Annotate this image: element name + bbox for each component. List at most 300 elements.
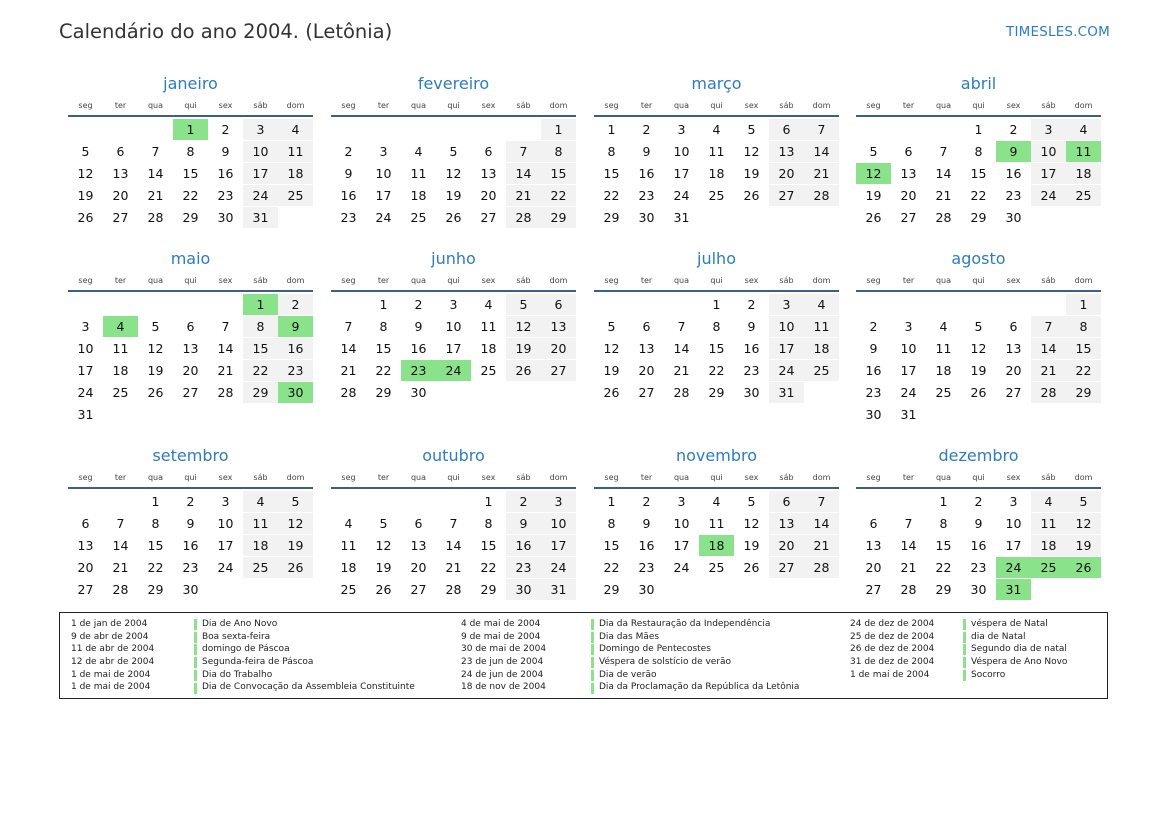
day-cell[interactable]: 4 [1066, 119, 1101, 140]
day-cell[interactable]: 5 [869, 144, 878, 159]
day-cell[interactable]: 4 [278, 119, 313, 140]
day-cell[interactable]: 9 [221, 144, 230, 159]
day-cell[interactable]: 6 [81, 516, 90, 531]
day-cell[interactable]: 17 [77, 363, 94, 378]
day-cell[interactable]: 9 [344, 166, 353, 181]
day-cell[interactable]: 21 [147, 188, 164, 203]
day-cell[interactable]: 4 [712, 122, 721, 137]
day-cell[interactable]: 30 [743, 385, 760, 400]
day-cell[interactable]: 9 [642, 144, 651, 159]
holiday-day[interactable]: 12 [856, 163, 891, 184]
day-cell[interactable]: 11 [708, 144, 725, 159]
day-cell[interactable]: 3 [677, 494, 686, 509]
day-cell[interactable]: 21 [900, 560, 917, 575]
day-cell[interactable]: 27 [865, 582, 882, 597]
day-cell[interactable]: 1 [974, 122, 983, 137]
day-cell[interactable]: 16 [1005, 166, 1022, 181]
day-cell[interactable]: 14 [935, 166, 952, 181]
day-cell[interactable]: 5 [506, 294, 541, 315]
day-cell[interactable]: 29 [970, 210, 987, 225]
day-cell[interactable]: 24 [217, 560, 234, 575]
day-cell[interactable]: 30 [638, 582, 655, 597]
day-cell[interactable]: 12 [147, 341, 164, 356]
day-cell[interactable]: 7 [804, 491, 839, 512]
day-cell[interactable]: 4 [243, 491, 278, 512]
day-cell[interactable]: 25 [1066, 185, 1101, 206]
day-cell[interactable]: 16 [865, 363, 882, 378]
day-cell[interactable]: 5 [1066, 491, 1101, 512]
day-cell[interactable]: 15 [603, 538, 620, 553]
day-cell[interactable]: 31 [541, 579, 576, 600]
day-cell[interactable]: 19 [743, 166, 760, 181]
day-cell[interactable]: 28 [804, 557, 839, 578]
day-cell[interactable]: 8 [186, 144, 195, 159]
day-cell[interactable]: 29 [1066, 382, 1101, 403]
day-cell[interactable]: 22 [935, 560, 952, 575]
holiday-day[interactable]: 26 [1066, 557, 1101, 578]
day-cell[interactable]: 25 [410, 210, 427, 225]
day-cell[interactable]: 28 [804, 185, 839, 206]
day-cell[interactable]: 7 [939, 144, 948, 159]
holiday-day[interactable]: 31 [996, 579, 1031, 600]
day-cell[interactable]: 8 [1066, 316, 1101, 337]
day-cell[interactable]: 10 [541, 513, 576, 534]
day-cell[interactable]: 14 [804, 513, 839, 534]
day-cell[interactable]: 8 [939, 516, 948, 531]
day-cell[interactable]: 24 [541, 557, 576, 578]
day-cell[interactable]: 29 [182, 210, 199, 225]
day-cell[interactable]: 15 [935, 538, 952, 553]
day-cell[interactable]: 21 [1031, 360, 1066, 381]
day-cell[interactable]: 29 [375, 385, 392, 400]
day-cell[interactable]: 3 [81, 319, 90, 334]
day-cell[interactable]: 19 [743, 538, 760, 553]
day-cell[interactable]: 29 [935, 582, 952, 597]
day-cell[interactable]: 2 [186, 494, 195, 509]
day-cell[interactable]: 26 [970, 385, 987, 400]
day-cell[interactable]: 23 [638, 560, 655, 575]
day-cell[interactable]: 18 [278, 163, 313, 184]
day-cell[interactable]: 2 [221, 122, 230, 137]
day-cell[interactable]: 14 [112, 538, 129, 553]
day-cell[interactable]: 22 [147, 560, 164, 575]
day-cell[interactable]: 14 [445, 538, 462, 553]
day-cell[interactable]: 31 [900, 407, 917, 422]
day-cell[interactable]: 20 [769, 535, 804, 556]
day-cell[interactable]: 16 [182, 538, 199, 553]
day-cell[interactable]: 12 [506, 316, 541, 337]
day-cell[interactable]: 17 [769, 338, 804, 359]
day-cell[interactable]: 15 [603, 166, 620, 181]
day-cell[interactable]: 17 [541, 535, 576, 556]
day-cell[interactable]: 21 [673, 363, 690, 378]
day-cell[interactable]: 13 [410, 538, 427, 553]
day-cell[interactable]: 15 [541, 163, 576, 184]
day-cell[interactable]: 8 [712, 319, 721, 334]
day-cell[interactable]: 14 [1031, 338, 1066, 359]
day-cell[interactable]: 25 [340, 582, 357, 597]
day-cell[interactable]: 6 [769, 119, 804, 140]
day-cell[interactable]: 16 [410, 341, 427, 356]
holiday-day[interactable]: 18 [699, 535, 734, 556]
day-cell[interactable]: 11 [112, 341, 129, 356]
day-cell[interactable]: 25 [278, 185, 313, 206]
day-cell[interactable]: 22 [603, 560, 620, 575]
day-cell[interactable]: 27 [77, 582, 94, 597]
day-cell[interactable]: 17 [1031, 163, 1066, 184]
day-cell[interactable]: 27 [480, 210, 497, 225]
day-cell[interactable]: 6 [116, 144, 125, 159]
day-cell[interactable]: 24 [77, 385, 94, 400]
day-cell[interactable]: 12 [743, 516, 760, 531]
day-cell[interactable]: 11 [340, 538, 357, 553]
day-cell[interactable]: 18 [243, 535, 278, 556]
day-cell[interactable]: 4 [1031, 491, 1066, 512]
day-cell[interactable]: 21 [804, 535, 839, 556]
day-cell[interactable]: 26 [743, 188, 760, 203]
day-cell[interactable]: 7 [506, 141, 541, 162]
day-cell[interactable]: 16 [638, 166, 655, 181]
day-cell[interactable]: 13 [900, 166, 917, 181]
day-cell[interactable]: 16 [638, 538, 655, 553]
day-cell[interactable]: 7 [804, 119, 839, 140]
day-cell[interactable]: 10 [375, 166, 392, 181]
day-cell[interactable]: 23 [217, 188, 234, 203]
day-cell[interactable]: 18 [112, 363, 129, 378]
day-cell[interactable]: 18 [1031, 535, 1066, 556]
day-cell[interactable]: 14 [340, 341, 357, 356]
day-cell[interactable]: 10 [1031, 141, 1066, 162]
day-cell[interactable]: 27 [541, 360, 576, 381]
day-cell[interactable]: 30 [865, 407, 882, 422]
day-cell[interactable]: 13 [769, 141, 804, 162]
day-cell[interactable]: 2 [747, 297, 756, 312]
day-cell[interactable]: 16 [506, 535, 541, 556]
day-cell[interactable]: 1 [484, 494, 493, 509]
day-cell[interactable]: 17 [243, 163, 278, 184]
day-cell[interactable]: 13 [638, 341, 655, 356]
day-cell[interactable]: 11 [480, 319, 497, 334]
day-cell[interactable]: 10 [769, 316, 804, 337]
day-cell[interactable]: 22 [708, 363, 725, 378]
day-cell[interactable]: 29 [541, 207, 576, 228]
holiday-day[interactable]: 24 [436, 360, 471, 381]
day-cell[interactable]: 27 [410, 582, 427, 597]
day-cell[interactable]: 23 [743, 363, 760, 378]
day-cell[interactable]: 16 [340, 188, 357, 203]
day-cell[interactable]: 18 [340, 560, 357, 575]
day-cell[interactable]: 25 [708, 188, 725, 203]
day-cell[interactable]: 8 [974, 144, 983, 159]
day-cell[interactable]: 8 [243, 316, 278, 337]
day-cell[interactable]: 8 [484, 516, 493, 531]
day-cell[interactable]: 23 [340, 210, 357, 225]
day-cell[interactable]: 11 [243, 513, 278, 534]
day-cell[interactable]: 23 [970, 560, 987, 575]
holiday-day[interactable]: 25 [1031, 557, 1066, 578]
day-cell[interactable]: 12 [77, 166, 94, 181]
day-cell[interactable]: 28 [673, 385, 690, 400]
day-cell[interactable]: 12 [1066, 513, 1101, 534]
holiday-day[interactable]: 1 [243, 294, 278, 315]
day-cell[interactable]: 18 [480, 341, 497, 356]
day-cell[interactable]: 24 [673, 560, 690, 575]
day-cell[interactable]: 21 [804, 163, 839, 184]
day-cell[interactable]: 29 [603, 582, 620, 597]
day-cell[interactable]: 28 [1031, 382, 1066, 403]
day-cell[interactable]: 1 [712, 297, 721, 312]
day-cell[interactable]: 25 [935, 385, 952, 400]
day-cell[interactable]: 13 [77, 538, 94, 553]
day-cell[interactable]: 13 [865, 538, 882, 553]
day-cell[interactable]: 18 [708, 166, 725, 181]
day-cell[interactable]: 30 [182, 582, 199, 597]
day-cell[interactable]: 19 [445, 188, 462, 203]
day-cell[interactable]: 23 [638, 188, 655, 203]
day-cell[interactable]: 3 [449, 297, 458, 312]
day-cell[interactable]: 16 [743, 341, 760, 356]
day-cell[interactable]: 5 [151, 319, 160, 334]
day-cell[interactable]: 19 [278, 535, 313, 556]
day-cell[interactable]: 7 [1031, 316, 1066, 337]
day-cell[interactable]: 7 [449, 516, 458, 531]
day-cell[interactable]: 11 [410, 166, 427, 181]
day-cell[interactable]: 10 [217, 516, 234, 531]
day-cell[interactable]: 2 [869, 319, 878, 334]
holiday-day[interactable]: 9 [278, 316, 313, 337]
day-cell[interactable]: 27 [638, 385, 655, 400]
day-cell[interactable]: 20 [77, 560, 94, 575]
day-cell[interactable]: 4 [804, 294, 839, 315]
day-cell[interactable]: 6 [186, 319, 195, 334]
day-cell[interactable]: 28 [112, 582, 129, 597]
day-cell[interactable]: 30 [1005, 210, 1022, 225]
day-cell[interactable]: 4 [414, 144, 423, 159]
day-cell[interactable]: 26 [278, 557, 313, 578]
day-cell[interactable]: 11 [1031, 513, 1066, 534]
day-cell[interactable]: 13 [182, 341, 199, 356]
day-cell[interactable]: 12 [603, 341, 620, 356]
day-cell[interactable]: 13 [541, 316, 576, 337]
day-cell[interactable]: 6 [414, 516, 423, 531]
day-cell[interactable]: 19 [506, 338, 541, 359]
day-cell[interactable]: 22 [375, 363, 392, 378]
day-cell[interactable]: 9 [974, 516, 983, 531]
day-cell[interactable]: 5 [607, 319, 616, 334]
day-cell[interactable]: 2 [1009, 122, 1018, 137]
day-cell[interactable]: 10 [900, 341, 917, 356]
day-cell[interactable]: 9 [506, 513, 541, 534]
day-cell[interactable]: 11 [278, 141, 313, 162]
holiday-day[interactable]: 4 [103, 316, 138, 337]
day-cell[interactable]: 6 [642, 319, 651, 334]
day-cell[interactable]: 24 [375, 210, 392, 225]
day-cell[interactable]: 1 [939, 494, 948, 509]
day-cell[interactable]: 27 [1005, 385, 1022, 400]
day-cell[interactable]: 14 [673, 341, 690, 356]
day-cell[interactable]: 6 [484, 144, 493, 159]
day-cell[interactable]: 24 [243, 185, 278, 206]
day-cell[interactable]: 14 [217, 341, 234, 356]
day-cell[interactable]: 10 [445, 319, 462, 334]
day-cell[interactable]: 26 [147, 385, 164, 400]
day-cell[interactable]: 15 [182, 166, 199, 181]
day-cell[interactable]: 7 [677, 319, 686, 334]
holiday-day[interactable]: 30 [278, 382, 313, 403]
day-cell[interactable]: 7 [221, 319, 230, 334]
day-cell[interactable]: 21 [340, 363, 357, 378]
day-cell[interactable]: 16 [217, 166, 234, 181]
day-cell[interactable]: 23 [506, 557, 541, 578]
day-cell[interactable]: 15 [1066, 338, 1101, 359]
day-cell[interactable]: 3 [1009, 494, 1018, 509]
holiday-day[interactable]: 24 [996, 557, 1031, 578]
day-cell[interactable]: 28 [147, 210, 164, 225]
day-cell[interactable]: 6 [869, 516, 878, 531]
day-cell[interactable]: 21 [935, 188, 952, 203]
day-cell[interactable]: 28 [445, 582, 462, 597]
day-cell[interactable]: 3 [379, 144, 388, 159]
day-cell[interactable]: 15 [375, 341, 392, 356]
day-cell[interactable]: 13 [112, 166, 129, 181]
day-cell[interactable]: 21 [506, 185, 541, 206]
day-cell[interactable]: 1 [607, 122, 616, 137]
day-cell[interactable]: 1 [151, 494, 160, 509]
day-cell[interactable]: 5 [81, 144, 90, 159]
day-cell[interactable]: 14 [147, 166, 164, 181]
day-cell[interactable]: 13 [769, 513, 804, 534]
day-cell[interactable]: 27 [769, 185, 804, 206]
day-cell[interactable]: 18 [1066, 163, 1101, 184]
day-cell[interactable]: 11 [708, 516, 725, 531]
day-cell[interactable]: 19 [970, 363, 987, 378]
day-cell[interactable]: 2 [506, 491, 541, 512]
day-cell[interactable]: 4 [712, 494, 721, 509]
day-cell[interactable]: 2 [278, 294, 313, 315]
day-cell[interactable]: 19 [77, 188, 94, 203]
day-cell[interactable]: 10 [1005, 516, 1022, 531]
day-cell[interactable]: 30 [217, 210, 234, 225]
day-cell[interactable]: 17 [673, 538, 690, 553]
day-cell[interactable]: 22 [970, 188, 987, 203]
day-cell[interactable]: 18 [410, 188, 427, 203]
day-cell[interactable]: 26 [375, 582, 392, 597]
day-cell[interactable]: 3 [541, 491, 576, 512]
day-cell[interactable]: 29 [480, 582, 497, 597]
day-cell[interactable]: 12 [445, 166, 462, 181]
day-cell[interactable]: 8 [607, 144, 616, 159]
day-cell[interactable]: 16 [970, 538, 987, 553]
day-cell[interactable]: 23 [278, 360, 313, 381]
day-cell[interactable]: 30 [410, 385, 427, 400]
day-cell[interactable]: 20 [480, 188, 497, 203]
day-cell[interactable]: 1 [1066, 294, 1101, 315]
day-cell[interactable]: 28 [506, 207, 541, 228]
day-cell[interactable]: 29 [603, 210, 620, 225]
day-cell[interactable]: 20 [865, 560, 882, 575]
day-cell[interactable]: 7 [344, 319, 353, 334]
day-cell[interactable]: 14 [804, 141, 839, 162]
day-cell[interactable]: 26 [506, 360, 541, 381]
day-cell[interactable]: 14 [900, 538, 917, 553]
day-cell[interactable]: 7 [904, 516, 913, 531]
day-cell[interactable]: 5 [449, 144, 458, 159]
day-cell[interactable]: 20 [638, 363, 655, 378]
holiday-day[interactable]: 1 [173, 119, 208, 140]
day-cell[interactable]: 22 [243, 360, 278, 381]
day-cell[interactable]: 30 [638, 210, 655, 225]
day-cell[interactable]: 14 [506, 163, 541, 184]
site-logo[interactable]: TIMESLES.COM [1006, 24, 1110, 40]
day-cell[interactable]: 10 [673, 516, 690, 531]
day-cell[interactable]: 26 [445, 210, 462, 225]
day-cell[interactable]: 19 [603, 363, 620, 378]
day-cell[interactable]: 7 [116, 516, 125, 531]
day-cell[interactable]: 24 [769, 360, 804, 381]
day-cell[interactable]: 27 [769, 557, 804, 578]
day-cell[interactable]: 29 [147, 582, 164, 597]
day-cell[interactable]: 2 [344, 144, 353, 159]
day-cell[interactable]: 4 [484, 297, 493, 312]
day-cell[interactable]: 13 [480, 166, 497, 181]
day-cell[interactable]: 12 [278, 513, 313, 534]
day-cell[interactable]: 4 [344, 516, 353, 531]
day-cell[interactable]: 3 [243, 119, 278, 140]
day-cell[interactable]: 3 [677, 122, 686, 137]
holiday-day[interactable]: 23 [401, 360, 436, 381]
day-cell[interactable]: 20 [410, 560, 427, 575]
day-cell[interactable]: 21 [112, 560, 129, 575]
day-cell[interactable]: 25 [243, 557, 278, 578]
day-cell[interactable]: 20 [769, 163, 804, 184]
day-cell[interactable]: 20 [112, 188, 129, 203]
day-cell[interactable]: 29 [708, 385, 725, 400]
day-cell[interactable]: 18 [804, 338, 839, 359]
day-cell[interactable]: 17 [375, 188, 392, 203]
day-cell[interactable]: 23 [1005, 188, 1022, 203]
day-cell[interactable]: 26 [865, 210, 882, 225]
day-cell[interactable]: 15 [970, 166, 987, 181]
day-cell[interactable]: 31 [673, 210, 690, 225]
day-cell[interactable]: 10 [673, 144, 690, 159]
day-cell[interactable]: 25 [708, 560, 725, 575]
day-cell[interactable]: 17 [673, 166, 690, 181]
day-cell[interactable]: 8 [607, 516, 616, 531]
day-cell[interactable]: 28 [340, 385, 357, 400]
day-cell[interactable]: 9 [642, 516, 651, 531]
day-cell[interactable]: 27 [900, 210, 917, 225]
day-cell[interactable]: 28 [900, 582, 917, 597]
day-cell[interactable]: 31 [243, 207, 278, 228]
day-cell[interactable]: 5 [974, 319, 983, 334]
day-cell[interactable]: 12 [743, 144, 760, 159]
day-cell[interactable]: 5 [278, 491, 313, 512]
day-cell[interactable]: 20 [1005, 363, 1022, 378]
day-cell[interactable]: 6 [541, 294, 576, 315]
day-cell[interactable]: 22 [182, 188, 199, 203]
day-cell[interactable]: 9 [414, 319, 423, 334]
day-cell[interactable]: 28 [935, 210, 952, 225]
day-cell[interactable]: 3 [769, 294, 804, 315]
day-cell[interactable]: 19 [865, 188, 882, 203]
day-cell[interactable]: 22 [603, 188, 620, 203]
day-cell[interactable]: 9 [186, 516, 195, 531]
day-cell[interactable]: 9 [869, 341, 878, 356]
day-cell[interactable]: 2 [642, 494, 651, 509]
day-cell[interactable]: 29 [243, 382, 278, 403]
day-cell[interactable]: 12 [970, 341, 987, 356]
day-cell[interactable]: 9 [747, 319, 756, 334]
